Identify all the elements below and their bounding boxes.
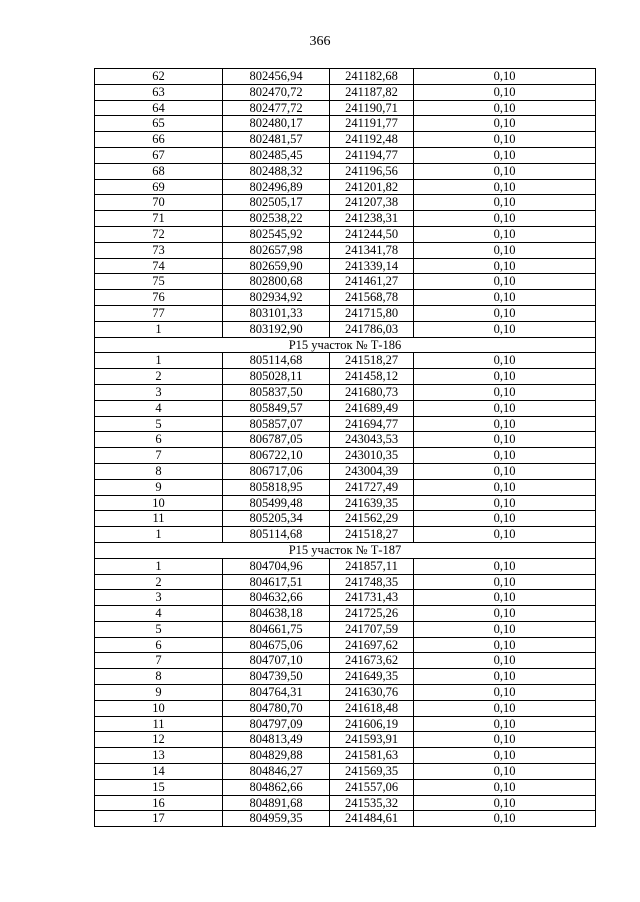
x-coordinate-cell: 802477,72 <box>223 100 330 116</box>
accuracy-cell: 0,10 <box>414 811 596 827</box>
point-number-cell: 7 <box>95 448 223 464</box>
y-coordinate-cell: 241518,27 <box>330 527 414 543</box>
y-coordinate-cell: 241673,62 <box>330 653 414 669</box>
accuracy-cell: 0,10 <box>414 448 596 464</box>
accuracy-cell: 0,10 <box>414 211 596 227</box>
point-number-cell: 62 <box>95 69 223 85</box>
accuracy-cell: 0,10 <box>414 463 596 479</box>
point-number-cell: 76 <box>95 290 223 306</box>
table-row <box>95 732 596 748</box>
accuracy-cell: 0,10 <box>414 732 596 748</box>
accuracy-cell: 0,10 <box>414 621 596 637</box>
table-row <box>95 653 596 669</box>
point-number-cell: 72 <box>95 226 223 242</box>
table-row <box>95 195 596 211</box>
x-coordinate-cell: 802456,94 <box>223 69 330 85</box>
y-coordinate-cell: 241727,49 <box>330 479 414 495</box>
accuracy-cell: 0,10 <box>414 305 596 321</box>
y-coordinate-cell: 241196,56 <box>330 163 414 179</box>
point-number-cell: 67 <box>95 147 223 163</box>
accuracy-cell: 0,10 <box>414 132 596 148</box>
accuracy-cell: 0,10 <box>414 511 596 527</box>
accuracy-cell: 0,10 <box>414 432 596 448</box>
point-number-cell: 10 <box>95 495 223 511</box>
point-number-cell: 64 <box>95 100 223 116</box>
y-coordinate-cell: 241244,50 <box>330 226 414 242</box>
table-row <box>95 226 596 242</box>
table-row <box>95 669 596 685</box>
table-row <box>95 353 596 369</box>
point-number-cell: 12 <box>95 732 223 748</box>
accuracy-cell: 0,10 <box>414 179 596 195</box>
table-row <box>95 242 596 258</box>
accuracy-cell: 0,10 <box>414 748 596 764</box>
point-number-cell: 1 <box>95 353 223 369</box>
point-number-cell: 9 <box>95 479 223 495</box>
table-row <box>95 163 596 179</box>
accuracy-cell: 0,10 <box>414 242 596 258</box>
accuracy-cell: 0,10 <box>414 384 596 400</box>
accuracy-cell: 0,10 <box>414 321 596 337</box>
accuracy-cell: 0,10 <box>414 779 596 795</box>
accuracy-cell: 0,10 <box>414 226 596 242</box>
x-coordinate-cell: 804675,06 <box>223 637 330 653</box>
point-number-cell: 10 <box>95 700 223 716</box>
accuracy-cell: 0,10 <box>414 795 596 811</box>
point-number-cell: 65 <box>95 116 223 132</box>
x-coordinate-cell: 805837,50 <box>223 384 330 400</box>
x-coordinate-cell: 802496,89 <box>223 179 330 195</box>
table-row <box>95 116 596 132</box>
point-number-cell: 17 <box>95 811 223 827</box>
x-coordinate-cell: 802488,32 <box>223 163 330 179</box>
table-row <box>95 779 596 795</box>
x-coordinate-cell: 802485,45 <box>223 147 330 163</box>
accuracy-cell: 0,10 <box>414 558 596 574</box>
x-coordinate-cell: 804797,09 <box>223 716 330 732</box>
accuracy-cell: 0,10 <box>414 700 596 716</box>
point-number-cell: 2 <box>95 574 223 590</box>
section-title: Р15 участок № Т-186 <box>95 337 596 353</box>
accuracy-cell: 0,10 <box>414 637 596 653</box>
x-coordinate-cell: 803101,33 <box>223 305 330 321</box>
point-number-cell: 75 <box>95 274 223 290</box>
y-coordinate-cell: 241697,62 <box>330 637 414 653</box>
accuracy-cell: 0,10 <box>414 527 596 543</box>
x-coordinate-cell: 805205,34 <box>223 511 330 527</box>
x-coordinate-cell: 804829,88 <box>223 748 330 764</box>
table-row <box>95 479 596 495</box>
y-coordinate-cell: 241182,68 <box>330 69 414 85</box>
accuracy-cell: 0,10 <box>414 400 596 416</box>
table-row <box>95 811 596 827</box>
y-coordinate-cell: 241458,12 <box>330 369 414 385</box>
y-coordinate-cell: 241689,49 <box>330 400 414 416</box>
point-number-cell: 11 <box>95 716 223 732</box>
y-coordinate-cell: 241618,48 <box>330 700 414 716</box>
y-coordinate-cell: 243043,53 <box>330 432 414 448</box>
accuracy-cell: 0,10 <box>414 416 596 432</box>
y-coordinate-cell: 241557,06 <box>330 779 414 795</box>
y-coordinate-cell: 241786,03 <box>330 321 414 337</box>
y-coordinate-cell: 241639,35 <box>330 495 414 511</box>
point-number-cell: 14 <box>95 764 223 780</box>
y-coordinate-cell: 241630,76 <box>330 685 414 701</box>
point-number-cell: 68 <box>95 163 223 179</box>
accuracy-cell: 0,10 <box>414 100 596 116</box>
accuracy-cell: 0,10 <box>414 369 596 385</box>
x-coordinate-cell: 805028,11 <box>223 369 330 385</box>
y-coordinate-cell: 241731,43 <box>330 590 414 606</box>
y-coordinate-cell: 241484,61 <box>330 811 414 827</box>
y-coordinate-cell: 241190,71 <box>330 100 414 116</box>
x-coordinate-cell: 802657,98 <box>223 242 330 258</box>
table-row <box>95 258 596 274</box>
x-coordinate-cell: 804739,50 <box>223 669 330 685</box>
point-number-cell: 9 <box>95 685 223 701</box>
table-row <box>95 463 596 479</box>
point-number-cell: 13 <box>95 748 223 764</box>
section-header-row <box>95 337 596 353</box>
point-number-cell: 6 <box>95 637 223 653</box>
point-number-cell: 63 <box>95 84 223 100</box>
point-number-cell: 70 <box>95 195 223 211</box>
point-number-cell: 3 <box>95 384 223 400</box>
table-row <box>95 700 596 716</box>
table-row <box>95 637 596 653</box>
y-coordinate-cell: 241238,31 <box>330 211 414 227</box>
point-number-cell: 73 <box>95 242 223 258</box>
x-coordinate-cell: 804780,70 <box>223 700 330 716</box>
accuracy-cell: 0,10 <box>414 716 596 732</box>
point-number-cell: 1 <box>95 527 223 543</box>
y-coordinate-cell: 241725,26 <box>330 606 414 622</box>
accuracy-cell: 0,10 <box>414 479 596 495</box>
table-row <box>95 558 596 574</box>
point-number-cell: 71 <box>95 211 223 227</box>
table-row <box>95 685 596 701</box>
table-row <box>95 211 596 227</box>
table-row <box>95 147 596 163</box>
x-coordinate-cell: 804891,68 <box>223 795 330 811</box>
x-coordinate-cell: 804959,35 <box>223 811 330 827</box>
table-row <box>95 84 596 100</box>
x-coordinate-cell: 805857,07 <box>223 416 330 432</box>
x-coordinate-cell: 804707,10 <box>223 653 330 669</box>
x-coordinate-cell: 804862,66 <box>223 779 330 795</box>
accuracy-cell: 0,10 <box>414 574 596 590</box>
point-number-cell: 1 <box>95 558 223 574</box>
accuracy-cell: 0,10 <box>414 353 596 369</box>
table-row <box>95 305 596 321</box>
section-header-row <box>95 542 596 558</box>
y-coordinate-cell: 241201,82 <box>330 179 414 195</box>
point-number-cell: 1 <box>95 321 223 337</box>
y-coordinate-cell: 241649,35 <box>330 669 414 685</box>
x-coordinate-cell: 804617,51 <box>223 574 330 590</box>
table-row <box>95 321 596 337</box>
x-coordinate-cell: 802545,92 <box>223 226 330 242</box>
accuracy-cell: 0,10 <box>414 606 596 622</box>
table-row <box>95 274 596 290</box>
section-title: Р15 участок № Т-187 <box>95 542 596 558</box>
x-coordinate-cell: 805499,48 <box>223 495 330 511</box>
x-coordinate-cell: 804632,66 <box>223 590 330 606</box>
point-number-cell: 5 <box>95 621 223 637</box>
x-coordinate-cell: 805818,95 <box>223 479 330 495</box>
y-coordinate-cell: 241715,80 <box>330 305 414 321</box>
x-coordinate-cell: 804661,75 <box>223 621 330 637</box>
accuracy-cell: 0,10 <box>414 685 596 701</box>
point-number-cell: 8 <box>95 463 223 479</box>
table-row <box>95 495 596 511</box>
point-number-cell: 2 <box>95 369 223 385</box>
y-coordinate-cell: 241593,91 <box>330 732 414 748</box>
accuracy-cell: 0,10 <box>414 69 596 85</box>
table-row <box>95 748 596 764</box>
x-coordinate-cell: 804764,31 <box>223 685 330 701</box>
x-coordinate-cell: 802481,57 <box>223 132 330 148</box>
point-number-cell: 4 <box>95 400 223 416</box>
y-coordinate-cell: 243004,39 <box>330 463 414 479</box>
y-coordinate-cell: 241518,27 <box>330 353 414 369</box>
table-row <box>95 527 596 543</box>
x-coordinate-cell: 806787,05 <box>223 432 330 448</box>
x-coordinate-cell: 804704,96 <box>223 558 330 574</box>
table-row <box>95 606 596 622</box>
table-row <box>95 511 596 527</box>
x-coordinate-cell: 802659,90 <box>223 258 330 274</box>
y-coordinate-cell: 241606,19 <box>330 716 414 732</box>
accuracy-cell: 0,10 <box>414 84 596 100</box>
point-number-cell: 15 <box>95 779 223 795</box>
y-coordinate-cell: 241461,27 <box>330 274 414 290</box>
table-row <box>95 400 596 416</box>
y-coordinate-cell: 241191,77 <box>330 116 414 132</box>
x-coordinate-cell: 803192,90 <box>223 321 330 337</box>
y-coordinate-cell: 241748,35 <box>330 574 414 590</box>
page-number: 366 <box>309 34 331 49</box>
y-coordinate-cell: 241341,78 <box>330 242 414 258</box>
x-coordinate-cell: 802934,92 <box>223 290 330 306</box>
accuracy-cell: 0,10 <box>414 195 596 211</box>
x-coordinate-cell: 804846,27 <box>223 764 330 780</box>
point-number-cell: 3 <box>95 590 223 606</box>
table-row <box>95 448 596 464</box>
accuracy-cell: 0,10 <box>414 669 596 685</box>
accuracy-cell: 0,10 <box>414 764 596 780</box>
point-number-cell: 8 <box>95 669 223 685</box>
x-coordinate-cell: 805114,68 <box>223 353 330 369</box>
y-coordinate-cell: 241207,38 <box>330 195 414 211</box>
table-row <box>95 432 596 448</box>
point-number-cell: 4 <box>95 606 223 622</box>
x-coordinate-cell: 802470,72 <box>223 84 330 100</box>
accuracy-cell: 0,10 <box>414 590 596 606</box>
y-coordinate-cell: 241192,48 <box>330 132 414 148</box>
point-number-cell: 11 <box>95 511 223 527</box>
table-row <box>95 716 596 732</box>
point-number-cell: 74 <box>95 258 223 274</box>
y-coordinate-cell: 241187,82 <box>330 84 414 100</box>
point-number-cell: 66 <box>95 132 223 148</box>
x-coordinate-cell: 806722,10 <box>223 448 330 464</box>
y-coordinate-cell: 241568,78 <box>330 290 414 306</box>
y-coordinate-cell: 241535,32 <box>330 795 414 811</box>
x-coordinate-cell: 804638,18 <box>223 606 330 622</box>
accuracy-cell: 0,10 <box>414 147 596 163</box>
point-number-cell: 7 <box>95 653 223 669</box>
coordinates-table-body <box>95 69 596 827</box>
point-number-cell: 5 <box>95 416 223 432</box>
y-coordinate-cell: 243010,35 <box>330 448 414 464</box>
x-coordinate-cell: 802800,68 <box>223 274 330 290</box>
point-number-cell: 16 <box>95 795 223 811</box>
point-number-cell: 69 <box>95 179 223 195</box>
table-row <box>95 590 596 606</box>
table-row <box>95 795 596 811</box>
x-coordinate-cell: 806717,06 <box>223 463 330 479</box>
x-coordinate-cell: 805849,57 <box>223 400 330 416</box>
table-row <box>95 179 596 195</box>
table-row <box>95 416 596 432</box>
point-number-cell: 77 <box>95 305 223 321</box>
y-coordinate-cell: 241680,73 <box>330 384 414 400</box>
accuracy-cell: 0,10 <box>414 290 596 306</box>
accuracy-cell: 0,10 <box>414 495 596 511</box>
table-row <box>95 100 596 116</box>
table-row <box>95 764 596 780</box>
table-row <box>95 132 596 148</box>
x-coordinate-cell: 802538,22 <box>223 211 330 227</box>
accuracy-cell: 0,10 <box>414 274 596 290</box>
x-coordinate-cell: 804813,49 <box>223 732 330 748</box>
coordinates-table <box>94 68 596 827</box>
y-coordinate-cell: 241194,77 <box>330 147 414 163</box>
accuracy-cell: 0,10 <box>414 163 596 179</box>
x-coordinate-cell: 805114,68 <box>223 527 330 543</box>
point-number-cell: 6 <box>95 432 223 448</box>
y-coordinate-cell: 241581,63 <box>330 748 414 764</box>
table-row <box>95 369 596 385</box>
table-row <box>95 621 596 637</box>
y-coordinate-cell: 241339,14 <box>330 258 414 274</box>
y-coordinate-cell: 241569,35 <box>330 764 414 780</box>
accuracy-cell: 0,10 <box>414 258 596 274</box>
x-coordinate-cell: 802505,17 <box>223 195 330 211</box>
accuracy-cell: 0,10 <box>414 653 596 669</box>
y-coordinate-cell: 241694,77 <box>330 416 414 432</box>
table-row <box>95 574 596 590</box>
accuracy-cell: 0,10 <box>414 116 596 132</box>
table-row <box>95 384 596 400</box>
y-coordinate-cell: 241857,11 <box>330 558 414 574</box>
table-row <box>95 290 596 306</box>
x-coordinate-cell: 802480,17 <box>223 116 330 132</box>
y-coordinate-cell: 241707,59 <box>330 621 414 637</box>
table-row <box>95 69 596 85</box>
y-coordinate-cell: 241562,29 <box>330 511 414 527</box>
